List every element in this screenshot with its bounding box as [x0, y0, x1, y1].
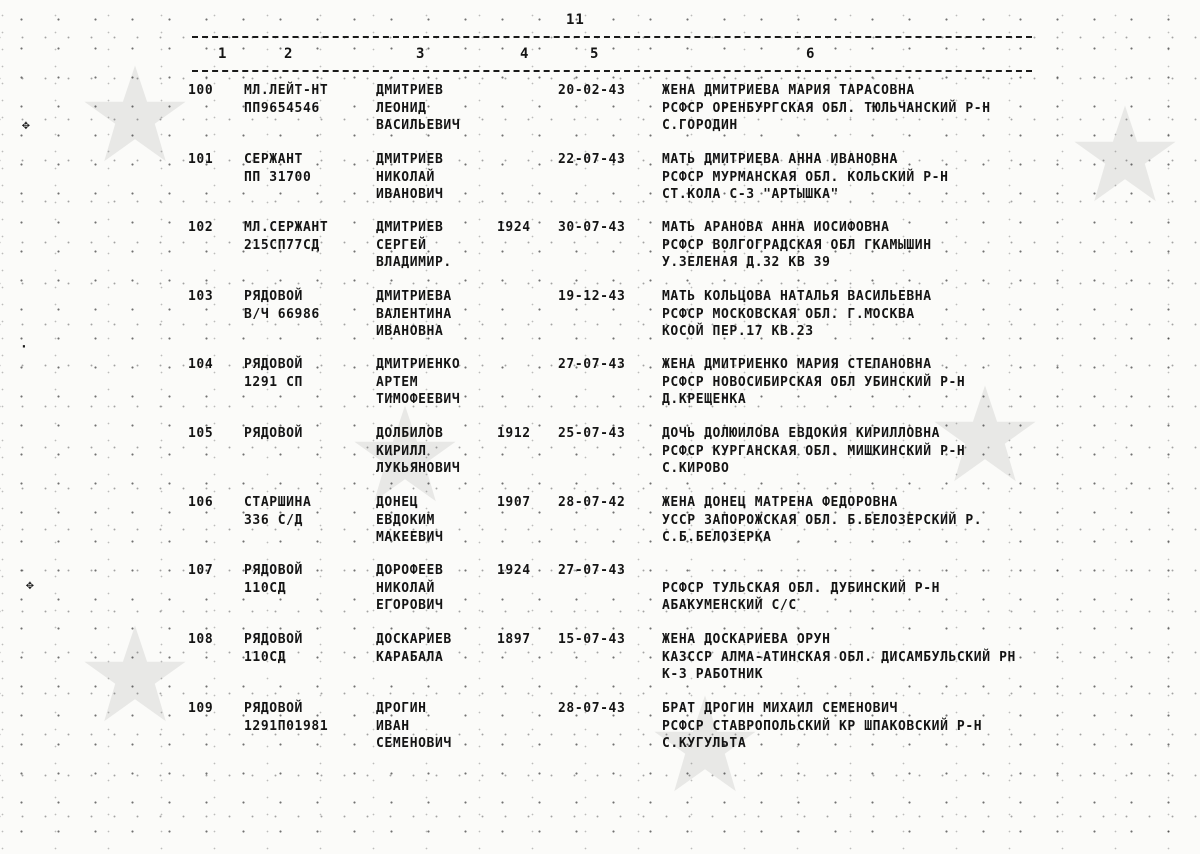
record-number: 106 [188, 495, 214, 510]
record-rank-unit: РЯДОВОЙ 1291 СП [244, 357, 303, 390]
record-date: 19-12-43 [558, 289, 626, 304]
record-row [0, 151, 1200, 213]
scan-mark: ✥ [22, 118, 30, 133]
scan-mark: · [20, 340, 28, 355]
record-row [0, 494, 1200, 556]
record-rank-unit: РЯДОВОЙ [244, 426, 303, 441]
record-rank-unit: СЕРЖАНТ ПП 31700 [244, 152, 312, 185]
header-rule-bottom [192, 70, 1032, 72]
record-full-name: ДОРОФЕЕВ НИКОЛАЙ ЕГОРОВИЧ [376, 563, 444, 613]
scan-mark: ✥ [26, 578, 34, 593]
record-relative-address: МАТЬ АРАНОВА АННА ИОСИФОВНА РСФСР ВОЛГОГРАДСКАЯ ОБЛ ГКАМЫШИН У.ЗЕЛЕНАЯ Д.32 КВ 39 [662, 220, 932, 270]
record-number: 100 [188, 83, 214, 98]
record-row [0, 631, 1200, 693]
record-row [0, 219, 1200, 281]
record-birth-year: 1897 [497, 632, 531, 647]
record-full-name: ДМИТРИЕНКО АРТЕМ ТИМОФЕЕВИЧ [376, 357, 461, 407]
record-number: 104 [188, 357, 214, 372]
record-number: 105 [188, 426, 214, 441]
record-rank-unit: РЯДОВОЙ 110СД [244, 632, 303, 665]
record-rank-unit: РЯДОВОЙ В/Ч 66986 [244, 289, 320, 322]
record-birth-year: 1907 [497, 495, 531, 510]
record-full-name: ДМИТРИЕВА ВАЛЕНТИНА ИВАНОВНА [376, 289, 452, 339]
header-rule-top [192, 36, 1032, 38]
record-rank-unit: РЯДОВОЙ 110СД [244, 563, 303, 596]
record-number: 108 [188, 632, 214, 647]
column-header-6: 6 [806, 46, 815, 62]
record-number: 101 [188, 152, 214, 167]
record-rank-unit: МЛ.ЛЕЙТ-НТ ПП9654546 [244, 83, 329, 116]
record-full-name: ДОЛБИЛОВ КИРИЛЛ ЛУКЬЯНОВИЧ [376, 426, 461, 476]
record-full-name: ДРОГИН ИВАН СЕМЕНОВИЧ [376, 701, 452, 751]
record-row [0, 700, 1200, 762]
record-date: 28-07-42 [558, 495, 626, 510]
record-number: 107 [188, 563, 214, 578]
record-full-name: ДОНЕЦ ЕВДОКИМ МАКЕЕВИЧ [376, 495, 444, 545]
record-relative-address: ЖЕНА ДМИТРИЕНКО МАРИЯ СТЕПАНОВНА РСФСР НОВОСИБИРСКАЯ ОБЛ УБИНСКИЙ Р-Н Д.КРЕЩЕНКА [662, 357, 966, 407]
record-full-name: ДМИТРИЕВ СЕРГЕЙ ВЛАДИМИР. [376, 220, 452, 270]
record-full-name: ДМИТРИЕВ ЛЕОНИД ВАСИЛЬЕВИЧ [376, 83, 461, 133]
record-row [0, 425, 1200, 487]
record-full-name: ДОСКАРИЕВ КАРАБАЛА [376, 632, 452, 665]
record-relative-address: РСФСР ТУЛЬСКАЯ ОБЛ. ДУБИНСКИЙ Р-Н АБАКУМЕНСКИЙ С/С [662, 580, 941, 613]
column-header-2: 2 [284, 46, 293, 62]
column-header-1: 1 [218, 46, 227, 62]
column-header-5: 5 [590, 46, 599, 62]
record-row [0, 288, 1200, 350]
record-relative-address: МАТЬ КОЛЬЦОВА НАТАЛЬЯ ВАСИЛЬЕВНА РСФСР МОСКОВСКАЯ ОБЛ. Г.МОСКВА КОСОЙ ПЕР.17 КВ.23 [662, 289, 932, 339]
column-header-3: 3 [416, 46, 425, 62]
record-date: 28-07-43 [558, 701, 626, 716]
record-birth-year: 1924 [497, 563, 531, 578]
record-birth-year: 1912 [497, 426, 531, 441]
record-number: 109 [188, 701, 214, 716]
record-date: 27-07-43 [558, 563, 626, 578]
record-row [0, 82, 1200, 144]
record-number: 102 [188, 220, 214, 235]
record-relative-address: ЖЕНА ДОСКАРИЕВА ОРУН КАЗССР АЛМА-АТИНСКАЯ ОБЛ. ДИСАМБУЛЬСКИЙ РН К-З РАБОТНИК [662, 632, 1016, 682]
record-relative-address: ЖЕНА ДМИТРИЕВА МАРИЯ ТАРАСОВНА РСФСР ОРЕНБУРГСКАЯ ОБЛ. ТЮЛЬЧАНСКИЙ Р-Н С.ГОРОДИН [662, 83, 991, 133]
record-rank-unit: МЛ.СЕРЖАНТ 215СП77СД [244, 220, 329, 253]
record-date: 25-07-43 [558, 426, 626, 441]
record-relative-address: БРАТ ДРОГИН МИХАИЛ СЕМЕНОВИЧ РСФСР СТАВРОПОЛЬСКИЙ КР ШПАКОВСКИЙ Р-Н С.КУГУЛЬТА [662, 701, 983, 751]
record-rank-unit: СТАРШИНА 336 С/Д [244, 495, 312, 528]
record-full-name: ДМИТРИЕВ НИКОЛАЙ ИВАНОВИЧ [376, 152, 444, 202]
record-row [0, 356, 1200, 418]
page-number: 11 [566, 12, 585, 28]
record-rank-unit: РЯДОВОЙ 1291П01981 [244, 701, 329, 734]
column-header-4: 4 [520, 46, 529, 62]
record-date: 30-07-43 [558, 220, 626, 235]
record-row [0, 562, 1200, 624]
record-date: 20-02-43 [558, 83, 626, 98]
record-relative-address: ДОЧЬ ДОЛЮИЛОВА ЕВДОКИЯ КИРИЛЛОВНА РСФСР КУРГАНСКАЯ ОБЛ. МИШКИНСКИЙ Р-Н С.КИРОВО [662, 426, 966, 476]
record-relative-address: МАТЬ ДМИТРИЕВА АННА ИВАНОВНА РСФСР МУРМАНСКАЯ ОБЛ. КОЛЬСКИЙ Р-Н СТ.КОЛА С-З "АРТЫШКА" [662, 152, 949, 202]
record-relative-address: ЖЕНА ДОНЕЦ МАТРЕНА ФЕДОРОВНА УССР ЗАПОРОЖСКАЯ ОБЛ. Б.БЕЛОЗЕРСКИЙ Р. С.Б.БЕЛОЗЕРКА [662, 495, 983, 545]
record-number: 103 [188, 289, 214, 304]
record-date: 27-07-43 [558, 357, 626, 372]
record-date: 22-07-43 [558, 152, 626, 167]
record-birth-year: 1924 [497, 220, 531, 235]
record-date: 15-07-43 [558, 632, 626, 647]
